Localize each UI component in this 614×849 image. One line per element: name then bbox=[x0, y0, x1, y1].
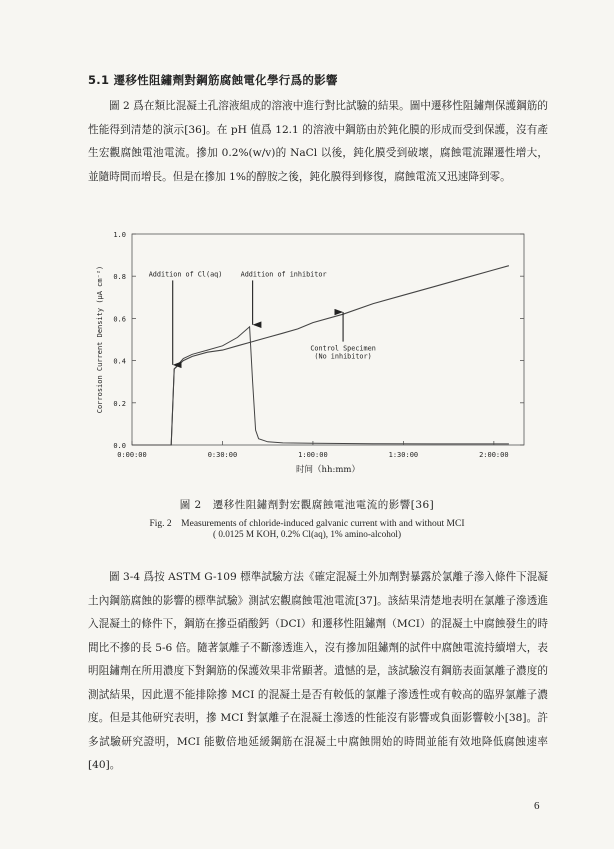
galvanic-current-chart bbox=[86, 222, 546, 482]
y-tick-label: 0.2 bbox=[113, 399, 126, 408]
x-tick-label: 2:00:00 bbox=[479, 451, 509, 459]
figure-2 bbox=[86, 222, 546, 482]
x-tick-label: 1:30:00 bbox=[388, 451, 419, 459]
plot-frame bbox=[132, 234, 524, 445]
y-tick-label: 0.8 bbox=[113, 273, 126, 282]
figure-caption-note: ( 0.0125 M KOH, 0.2% Cl(aq), 1% amino-alcohol) bbox=[212, 529, 402, 539]
x-tick-label: 0:30:00 bbox=[207, 451, 238, 459]
paragraph-intro: 圖 2 爲在類比混凝土孔溶液組成的溶液中進行對比試驗的結果。圖中遷移性阻鏽劑保護鋼筋的性能得到清楚的演示[36]。在 pH 值爲 12.1 的溶液中鋼筋由於鈍化膜的形成而受到保護，沒有產生宏觀腐蝕電池電流。摻加 0.2%(w/v)的 NaCl 以後，鈍化膜受到破壞，腐蝕電流躍遷性增大，並隨時間而增長。但是在摻加 1%的醇胺之後，鈍化膜得到修復，腐蝕電流又迅速降到零。 bbox=[88, 100, 548, 183]
x-axis-label: 时间（hh:mm） bbox=[296, 465, 360, 475]
y-tick-label: 0.0 bbox=[113, 442, 126, 450]
x-tick-label: 0:00:00 bbox=[117, 451, 147, 459]
y-tick-label: 1.0 bbox=[113, 231, 126, 239]
annotation-inhibitor-label: Addition of inhibitor bbox=[240, 270, 327, 279]
y-axis-label: Corrosion Current Density (μA cm⁻²) bbox=[96, 265, 104, 414]
y-tick-label: 0.6 bbox=[113, 315, 126, 324]
section-heading: 5.1 遷移性阻鏽劑對鋼筋腐蝕電化學行爲的影響 bbox=[88, 73, 338, 87]
figure-caption-en: Fig. 2 Measurements of chloride-induced galvanic current with and without MCI bbox=[149, 519, 465, 529]
y-tick-label: 0.4 bbox=[113, 357, 126, 366]
paragraph-astm-test: 圖 3-4 爲按 ASTM G-109 標準試驗方法《確定混凝土外加劑對暴露於氯離子滲入條件下混凝土內鋼筋腐蝕的影響的標準試驗》測試宏觀腐蝕電池電流[37]。該結果清楚地表明在氯離子滲透進入混凝土的條件下，鋼筋在摻亞硝酸鈣（DCI）和遷移性阻鏽劑（MCI）的混凝土中腐蝕發生的時間比不摻的長 5-6 倍。隨著氯離子不斷滲透進入，沒有摻加阻鏽劑的試件中腐蝕電流持續增大，表明阻鏽劑在所用濃度下對鋼筋的保護效果非常顯著。遺憾的是，該試驗沒有鋼筋表面氯離子濃度的測試結果，因此還不能排除摻 MCI 的混凝土是否有較低的氯離子滲透性或有較高的臨界氯離子濃度。但是其他研究表明，摻 MCI 對氯離子在混凝土滲透的性能沒有影響或負面影響較小[38]。許多試驗研究證明，MCI 能數倍地延緩鋼筋在混凝土中腐蝕開始的時間並能有效地降低腐蝕速率[40]。 bbox=[88, 571, 548, 771]
annotation-control-label: (No inhibitor) bbox=[314, 352, 372, 361]
x-tick-label: 1:00:00 bbox=[298, 451, 328, 459]
annotation-control-label: Control Specimen bbox=[310, 344, 376, 353]
annotation-cl-label: Addition of Cl(aq) bbox=[148, 270, 223, 279]
figure-caption-zh: 圖 2 遷移性阻鏽劑對宏觀腐蝕電池電流的影響[36] bbox=[179, 499, 435, 511]
page-number: 6 bbox=[534, 800, 540, 812]
